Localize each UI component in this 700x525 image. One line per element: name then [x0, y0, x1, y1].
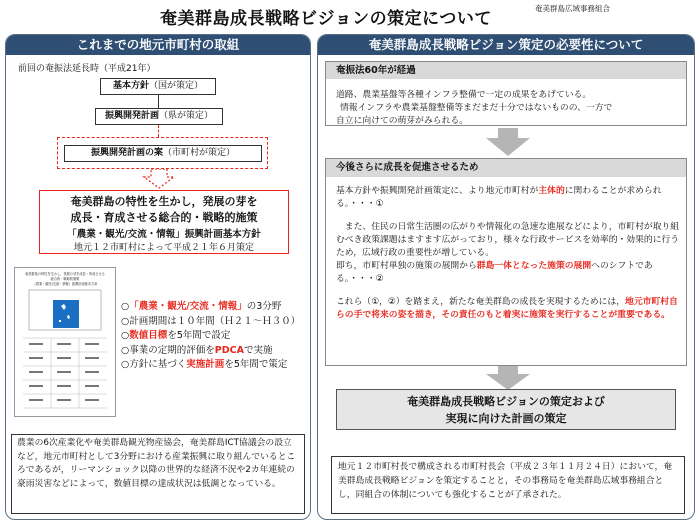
page-title: 奄美群島成長戦略ビジョンの策定について	[160, 9, 492, 29]
left-bottom-textbox: 農業の6次産業化や奄美群島観光物産協会，奄美群島ICT協議会の設立など，地元市町村として3分野における産業振興に取り組んでいるところであるが，リーマンショック以降の世界的な経済不況や2カ年連続の豪雨災害などによって，数値目標の達成状況は低調となっている。	[11, 434, 305, 514]
bullet-list	[121, 300, 307, 373]
dashed-connector	[158, 125, 159, 137]
bullet-item: ○計画期間は１０年間（Ｈ２１～Ｈ３０）	[121, 315, 301, 327]
conclusion-box	[336, 389, 676, 430]
conclusion-line-2: 実現に向けた計画の策定	[445, 412, 567, 425]
down-arrow-icon	[486, 128, 530, 156]
plan-development-name: 振興開発計画	[104, 111, 159, 121]
organization-label: 奄美群島広域事務組合	[535, 4, 610, 13]
strategy-line-3: 「農業・観光/交流・情報」振興計画基本方針	[67, 229, 261, 240]
dashed-arrow-icon	[142, 169, 176, 189]
left-column-header: これまでの地元市町村の取組	[6, 35, 310, 55]
strategy-line-1: 奄美群島の特性を生かし，発展の芽を	[70, 195, 258, 208]
section-1-line-2: 情報インフラや農業基盤整備等まだまだ十分ではないものの、一方で	[340, 103, 613, 113]
lead-text: 前回の奄振法延長時（平成21年）	[18, 64, 156, 74]
plan-basic-policy-note: （国が策定）	[149, 81, 204, 91]
thumb-header-2: 総合的・戦略的施策	[50, 277, 80, 281]
thumb-header-1: 奄美群島の特性を生かし，発展の芽を成長・育成させる	[25, 272, 105, 276]
plan-basic-policy	[100, 78, 216, 95]
bullet-item: ○数値目標を5年間で設定	[121, 330, 231, 341]
section-1-line-3: 自立に向けての萌芽がみられる。	[336, 116, 468, 126]
thumb-header-3: （農業・観光/交流・情報）振興計画基本方針	[32, 282, 98, 286]
section-1-box	[325, 61, 687, 126]
bullet-item: ○「農業・観光/交流・情報」の3分野	[121, 301, 282, 312]
connector-line-1	[158, 95, 159, 108]
section-2-box	[325, 158, 687, 366]
right-bottom-textbox: 地元１２市町村長で構成される市町村長会（平成２３年１１月２４日）において，奄美群島成長戦略ビジョンを策定することと，その事務局を奄美群島広域事務組合とし，同組合の体制についても強化することが了承された。	[331, 456, 685, 514]
strategy-line-4: 地元１２市町村によって平成２１年６月策定	[73, 243, 254, 253]
plan-development	[95, 108, 223, 125]
strategy-box	[39, 190, 289, 254]
conclusion-line-1: 奄美群島成長戦略ビジョンの策定および	[407, 395, 605, 408]
section-2-heading: 今後さらに成長を促進させるため	[326, 159, 686, 177]
document-thumbnail	[14, 267, 116, 417]
section-2-paragraph-2: また、住民の日常生活圏の広がりや情報化の急速な進展などにより，市町村が取り組むべき政策課題はますます広がっており，様々な行政サービスを効率的・効果的に行うため，広域行政の重要性が増している。	[336, 222, 680, 258]
strategy-line-2: 成長・育成させる総合的・戦略的施策	[70, 211, 258, 224]
section-2-body	[336, 185, 680, 322]
plan-basic-policy-name: 基本方針	[112, 81, 149, 91]
map-thumbnail-icon	[15, 288, 115, 332]
section-2-paragraph-3: 即ち，市町村単独の施策の展開から群島一体となった施策の展開へのシフトである。・・・②	[336, 261, 653, 284]
bullet-item: ○方針に基づく実施計画を5年間で策定	[121, 359, 288, 370]
down-arrow-icon	[486, 366, 530, 390]
right-column-header: 奄美群島成長戦略ビジョン策定の必要性について	[318, 35, 694, 55]
section-1-line-1: 道路、農業基盤等各種インフラ整備で一定の成果をあげている。	[336, 90, 592, 100]
plan-draft-name: 振興開発計画の案	[90, 148, 163, 158]
plan-development-note: （県が策定）	[159, 111, 214, 121]
section-2-paragraph-4: これら（①，②）を踏まえ，新たな奄美群島の成長を実現するためには，地元市町村自らの手で将来の姿を描き，その責任のもと着実に施策を実行することが重要である。	[336, 297, 678, 320]
bullet-item: ○事業の定期的評価をPDCAで実施	[121, 344, 273, 356]
thumb-table-icon	[15, 332, 115, 417]
plan-draft-note: （市町村が策定）	[163, 148, 236, 158]
section-2-paragraph-1: 基本方針や振興開発計画策定に、より地元市町村が主体的に関わることが求められる。・・・①	[336, 186, 662, 209]
section-1-heading: 奄振法60年が経過	[326, 62, 686, 79]
plan-draft	[64, 145, 262, 162]
